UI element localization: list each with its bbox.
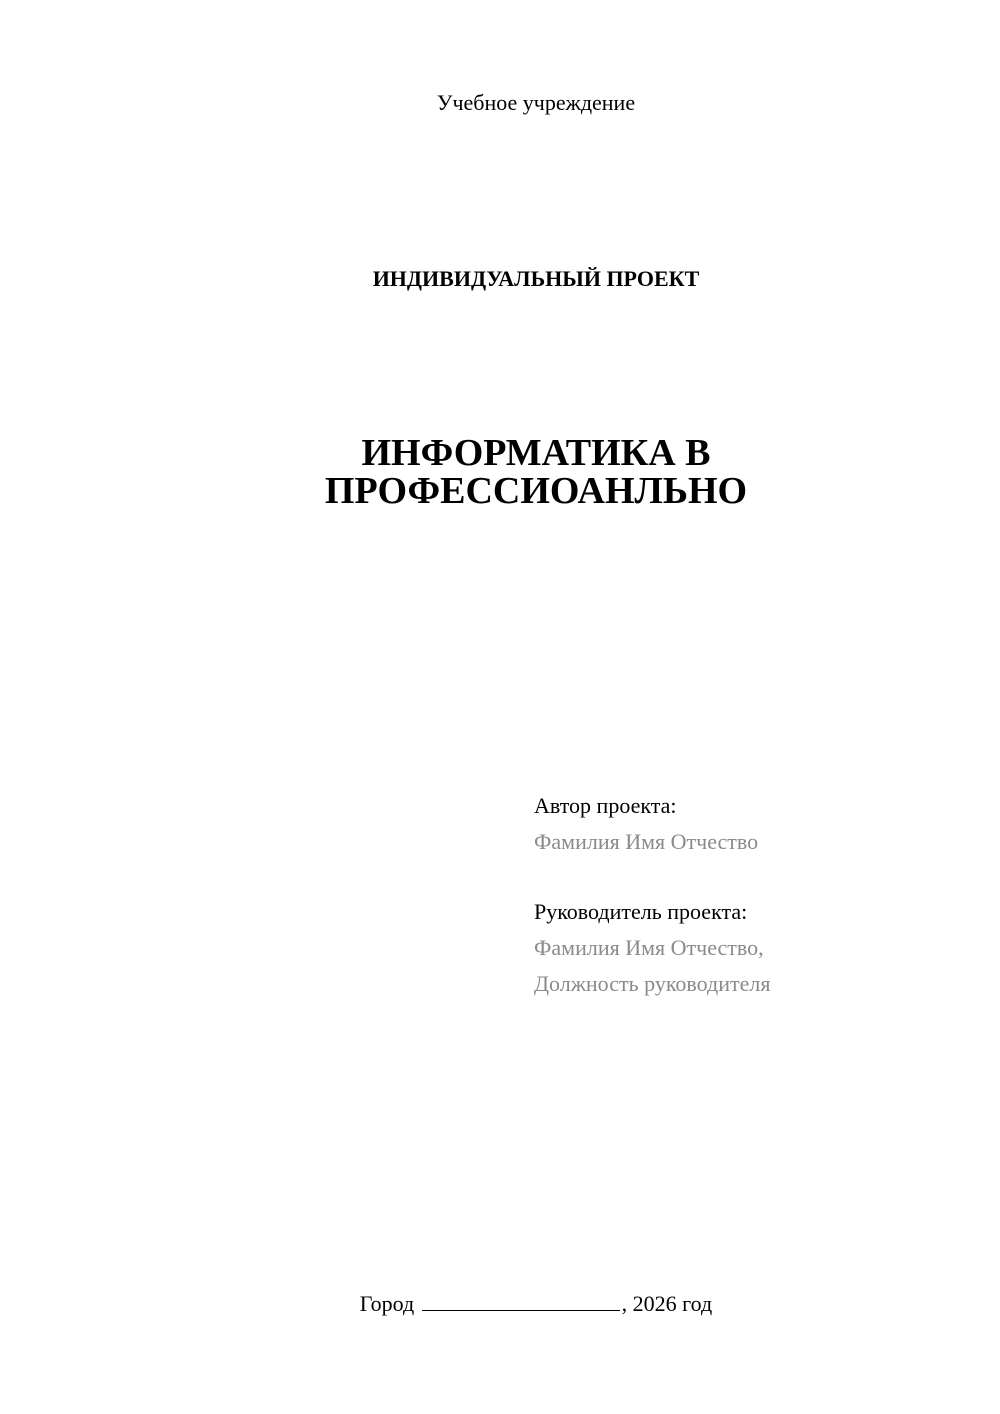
year-text: , 2026 год <box>621 1291 713 1316</box>
project-title-line-2: ПРОФЕССИОАНЛЬНО <box>324 470 748 512</box>
project-info-block <box>534 788 770 1002</box>
institution-name: Учебное учреждение <box>436 90 636 115</box>
supervisor-position: Должность руководителя <box>534 971 771 996</box>
project-title <box>72 434 1000 510</box>
spacer <box>534 860 770 894</box>
city-blank-line <box>422 1290 620 1311</box>
city-year-line <box>72 1290 1000 1317</box>
project-title-line-1: ИНФОРМАТИКА В <box>361 432 711 474</box>
author-name: Фамилия Имя Отчество <box>534 829 759 854</box>
city-label: Город <box>359 1291 415 1316</box>
supervisor-label: Руководитель проекта: <box>534 899 748 924</box>
document-type: ИНДИВИДУАЛЬНЫЙ ПРОЕКТ <box>372 266 700 291</box>
author-label: Автор проекта: <box>534 793 677 818</box>
supervisor-name: Фамилия Имя Отчество, <box>534 935 764 960</box>
